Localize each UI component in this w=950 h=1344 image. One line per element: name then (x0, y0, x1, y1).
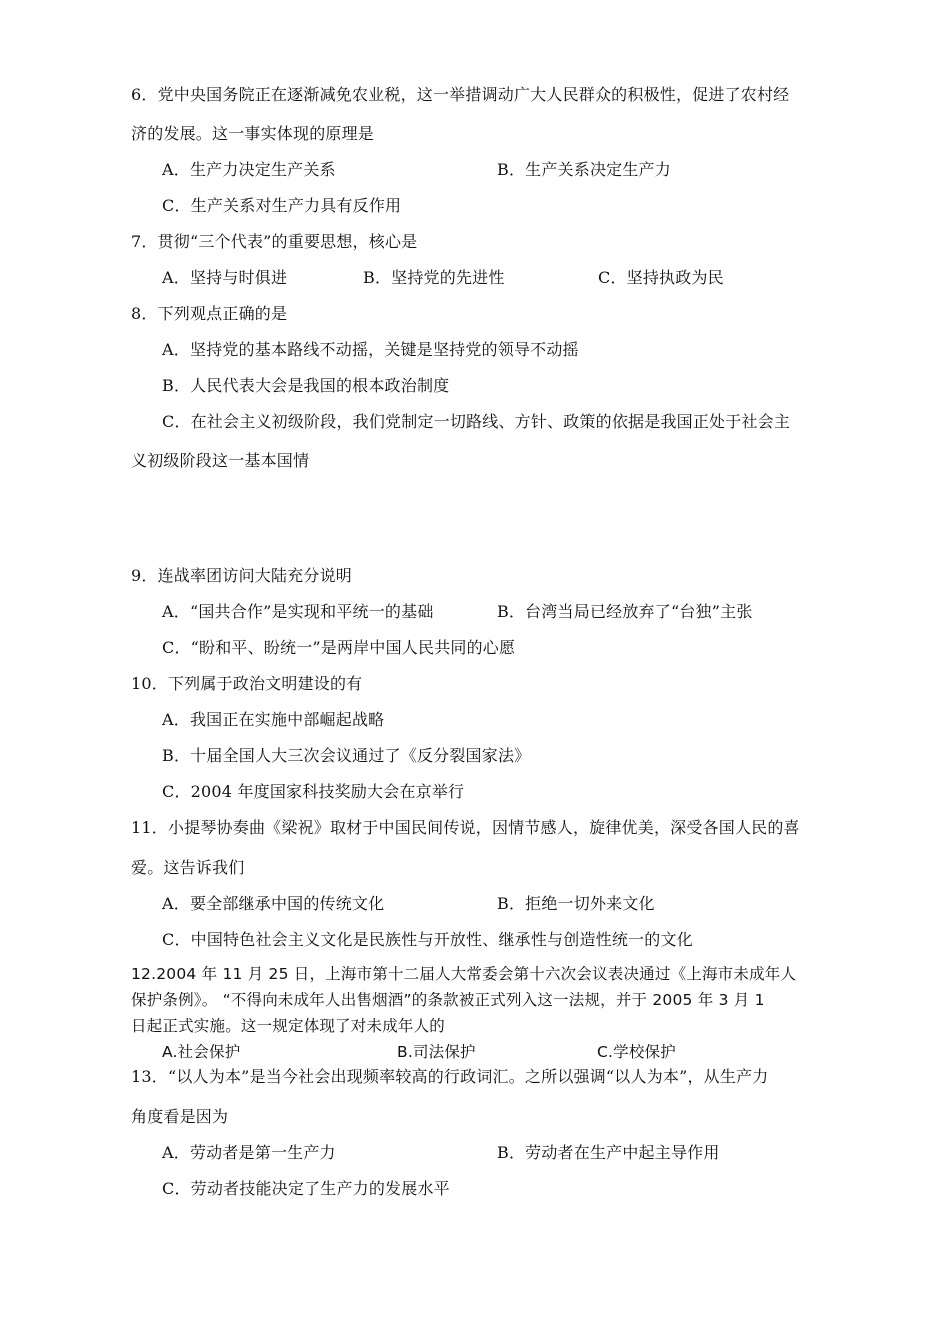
q7-option-a: A．坚持与时俱进 (162, 268, 288, 287)
q12-stem-line1: 12.2004 年 11 月 25 日，上海市第十二届人大常委会第十六次会议表决通过《上海市未成年人 (131, 965, 797, 983)
q9-stem: 9．连战率团访问大陆充分说明 (131, 566, 352, 585)
q6-stem-line1: 6．党中央国务院正在逐渐减免农业税，这一举措调动广大人民群众的积极性，促进了农村经 (131, 85, 790, 104)
q8-option-c-line2: 义初级阶段这一基本国情 (131, 451, 310, 470)
q6-option-c: C．生产关系对生产力具有反作用 (162, 196, 402, 215)
q10-stem: 10．下列属于政治文明建设的有 (131, 674, 363, 693)
q6-option-a: A．生产力决定生产关系 (162, 160, 336, 179)
q11-stem-line2: 爱。这告诉我们 (131, 858, 245, 877)
q10-option-c: C．2004 年度国家科技奖励大会在京举行 (162, 782, 465, 801)
q9-option-a: A．“国共合作”是实现和平统一的基础 (162, 602, 434, 621)
q8-option-b: B．人民代表大会是我国的根本政治制度 (162, 376, 450, 395)
q9-option-b: B．台湾当局已经放弃了“台独”主张 (497, 602, 753, 621)
q8-stem: 8．下列观点正确的是 (131, 304, 288, 323)
q9-option-c: C．“盼和平、盼统一”是两岸中国人民共同的心愿 (162, 638, 516, 657)
q12-option-a: A.社会保护 (162, 1043, 241, 1061)
q13-stem-line2: 角度看是因为 (131, 1107, 229, 1126)
q10-option-a: A．我国正在实施中部崛起战略 (162, 710, 385, 729)
q13-stem-line1: 13．“以人为本”是当今社会出现频率较高的行政词汇。之所以强调“以人为本”，从生产力 (131, 1067, 769, 1086)
q11-option-b: B．拒绝一切外来文化 (497, 894, 655, 913)
q10-option-b: B．十届全国人大三次会议通过了《反分裂国家法》 (162, 746, 531, 765)
q8-option-c-line1: C．在社会主义初级阶段，我们党制定一切路线、方针、政策的依据是我国正处于社会主 (162, 412, 791, 431)
q8-option-a: A．坚持党的基本路线不动摇，关键是坚持党的领导不动摇 (162, 340, 579, 359)
q13-option-b: B．劳动者在生产中起主导作用 (497, 1143, 720, 1162)
q11-option-c: C．中国特色社会主义文化是民族性与开放性、继承性与创造性统一的文化 (162, 930, 693, 949)
q13-option-c: C．劳动者技能决定了生产力的发展水平 (162, 1179, 450, 1198)
q7-option-b: B．坚持党的先进性 (363, 268, 505, 287)
q12-stem-line2: 保护条例》。 “不得向未成年人出售烟酒”的条款被正式列入这一法规，并于 2005 年 3 月 1 (131, 991, 765, 1009)
q12-option-c: C.学校保护 (597, 1043, 676, 1061)
q6-option-b: B．生产关系决定生产力 (497, 160, 671, 179)
q6-stem-line2: 济的发展。这一事实体现的原理是 (131, 124, 375, 143)
q11-option-a: A．要全部继承中国的传统文化 (162, 894, 385, 913)
q7-option-c: C．坚持执政为民 (598, 268, 724, 287)
q11-stem-line1: 11．小提琴协奏曲《梁祝》取材于中国民间传说，因情节感人，旋律优美，深受各国人民的喜 (131, 818, 800, 837)
q12-stem-line3: 日起正式实施。这一规定体现了对未成年人的 (131, 1017, 446, 1035)
q13-option-a: A．劳动者是第一生产力 (162, 1143, 336, 1162)
q7-stem: 7．贯彻“三个代表”的重要思想，核心是 (131, 232, 418, 251)
q12-option-b: B.司法保护 (397, 1043, 476, 1061)
